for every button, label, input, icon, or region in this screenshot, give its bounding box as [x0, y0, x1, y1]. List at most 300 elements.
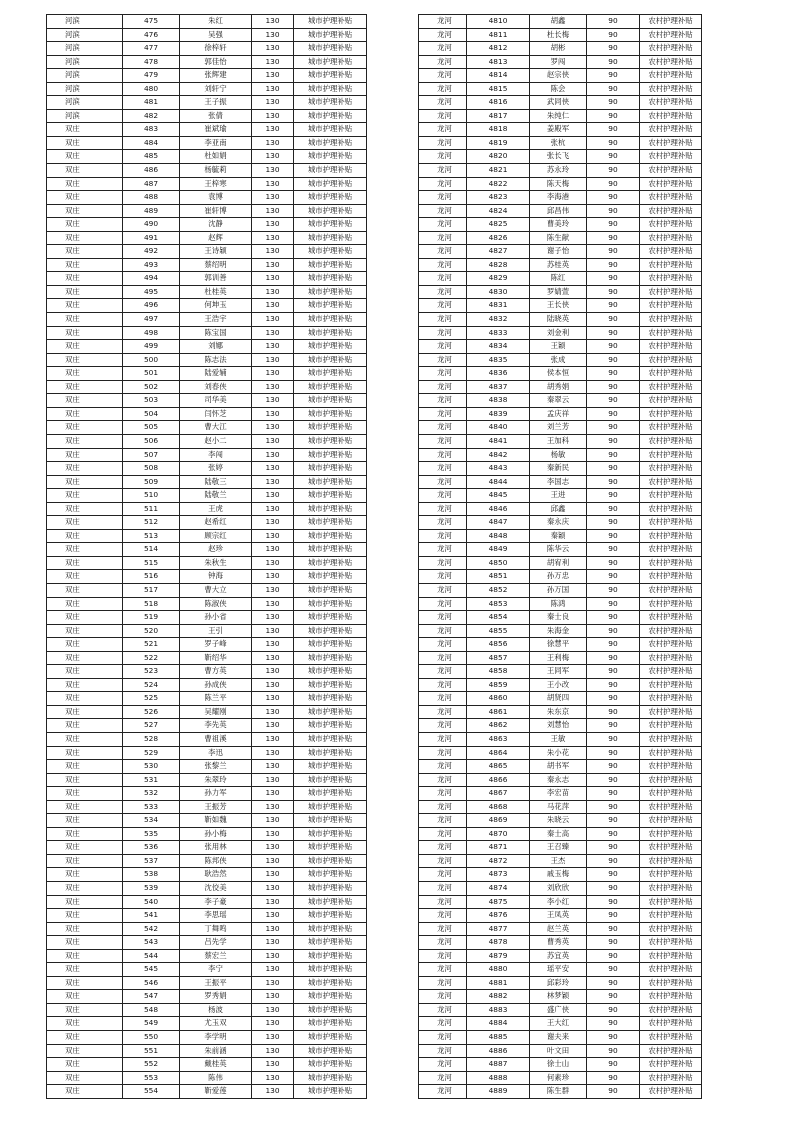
amount-cell: 90: [587, 1031, 640, 1045]
subsidy-type-cell: 城市护理补贴: [294, 1071, 367, 1085]
table-row: [47, 638, 367, 652]
name-cell: 陆爱辅: [180, 367, 252, 381]
serial-cell: 496: [123, 299, 180, 313]
serial-cell: 4811: [467, 28, 530, 42]
subsidy-type-cell: 城市护理补贴: [294, 109, 367, 123]
amount-cell: 130: [252, 692, 294, 706]
table-row: [47, 407, 367, 421]
amount-cell: 130: [252, 556, 294, 570]
amount-cell: 90: [587, 164, 640, 178]
amount-cell: 90: [587, 96, 640, 110]
subsidy-type-cell: 城市护理补贴: [294, 258, 367, 272]
name-cell: 杨波: [180, 1003, 252, 1017]
town-cell: 双庄: [47, 611, 123, 625]
name-cell: 陆敬兰: [180, 489, 252, 503]
amount-cell: 90: [587, 109, 640, 123]
serial-cell: 478: [123, 55, 180, 69]
amount-cell: 90: [587, 868, 640, 882]
amount-cell: 90: [587, 218, 640, 232]
town-cell: 龙河: [419, 407, 467, 421]
serial-cell: 502: [123, 380, 180, 394]
subsidy-type-cell: 城市护理补贴: [294, 990, 367, 1004]
name-cell: 袁博: [180, 191, 252, 205]
subsidy-type-cell: 城市护理补贴: [294, 1044, 367, 1058]
serial-cell: 4876: [467, 909, 530, 923]
amount-cell: 90: [587, 624, 640, 638]
amount-cell: 130: [252, 854, 294, 868]
name-cell: 孙成侠: [180, 678, 252, 692]
subsidy-type-cell: 城市护理补贴: [294, 421, 367, 435]
subsidy-type-cell: 农村护理补贴: [640, 922, 702, 936]
subsidy-type-cell: 城市护理补贴: [294, 936, 367, 950]
table-row: [47, 1003, 367, 1017]
table-row: [419, 705, 702, 719]
amount-cell: 130: [252, 82, 294, 96]
amount-cell: 130: [252, 651, 294, 665]
amount-cell: 90: [587, 272, 640, 286]
subsidy-type-cell: 城市护理补贴: [294, 760, 367, 774]
name-cell: 罗闯: [530, 55, 587, 69]
serial-cell: 4877: [467, 922, 530, 936]
town-cell: 龙河: [419, 814, 467, 828]
amount-cell: 130: [252, 719, 294, 733]
town-cell: 龙河: [419, 462, 467, 476]
table-row: [419, 394, 702, 408]
serial-cell: 4887: [467, 1058, 530, 1072]
subsidy-type-cell: 城市护理补贴: [294, 705, 367, 719]
town-cell: 龙河: [419, 651, 467, 665]
table-row: [419, 353, 702, 367]
amount-cell: 130: [252, 380, 294, 394]
name-cell: 侯本恒: [530, 367, 587, 381]
town-cell: 龙河: [419, 638, 467, 652]
town-cell: 双庄: [47, 692, 123, 706]
subsidy-type-cell: 城市护理补贴: [294, 678, 367, 692]
serial-cell: 553: [123, 1071, 180, 1085]
town-cell: 龙河: [419, 976, 467, 990]
serial-cell: 500: [123, 353, 180, 367]
amount-cell: 130: [252, 218, 294, 232]
subsidy-type-cell: 农村护理补贴: [640, 421, 702, 435]
name-cell: 孟庆祥: [530, 407, 587, 421]
amount-cell: 130: [252, 570, 294, 584]
table-row: [419, 109, 702, 123]
amount-cell: 130: [252, 773, 294, 787]
name-cell: 王诗颖: [180, 245, 252, 259]
amount-cell: 130: [252, 191, 294, 205]
serial-cell: 523: [123, 665, 180, 679]
serial-cell: 522: [123, 651, 180, 665]
table-row: [47, 976, 367, 990]
town-cell: 龙河: [419, 529, 467, 543]
name-cell: 瑶平安: [530, 963, 587, 977]
table-row: [419, 827, 702, 841]
name-cell: 沈佼美: [180, 882, 252, 896]
subsidy-type-cell: 农村护理补贴: [640, 516, 702, 530]
subsidy-type-cell: 农村护理补贴: [640, 570, 702, 584]
table-row: [419, 150, 702, 164]
amount-cell: 130: [252, 1071, 294, 1085]
subsidy-type-cell: 城市护理补贴: [294, 407, 367, 421]
town-cell: 双庄: [47, 638, 123, 652]
name-cell: 张辉建: [180, 69, 252, 83]
name-cell: 邱彩玲: [530, 976, 587, 990]
amount-cell: 90: [587, 516, 640, 530]
name-cell: 孙小省: [180, 611, 252, 625]
name-cell: 尤玉双: [180, 1017, 252, 1031]
table-row: [419, 760, 702, 774]
amount-cell: 90: [587, 529, 640, 543]
name-cell: 王虎: [180, 502, 252, 516]
name-cell: 王振平: [180, 976, 252, 990]
town-cell: 双庄: [47, 462, 123, 476]
table-row: [419, 665, 702, 679]
subsidy-type-cell: 城市护理补贴: [294, 502, 367, 516]
name-cell: 朱秋生: [180, 556, 252, 570]
table-row: [419, 936, 702, 950]
name-cell: 靳爱莲: [180, 1085, 252, 1099]
name-cell: 秦翠云: [530, 394, 587, 408]
serial-cell: 494: [123, 272, 180, 286]
subsidy-type-cell: 城市护理补贴: [294, 895, 367, 909]
table-row: [47, 922, 367, 936]
town-cell: 龙河: [419, 909, 467, 923]
serial-cell: 529: [123, 746, 180, 760]
amount-cell: 90: [587, 787, 640, 801]
subsidy-type-cell: 城市护理补贴: [294, 611, 367, 625]
serial-cell: 4832: [467, 313, 530, 327]
town-cell: 双庄: [47, 1017, 123, 1031]
subsidy-type-cell: 农村护理补贴: [640, 1003, 702, 1017]
amount-cell: 130: [252, 1044, 294, 1058]
town-cell: 龙河: [419, 868, 467, 882]
serial-cell: 528: [123, 732, 180, 746]
serial-cell: 539: [123, 882, 180, 896]
table-row: [47, 570, 367, 584]
subsidy-type-cell: 城市护理补贴: [294, 841, 367, 855]
table-row: [47, 882, 367, 896]
table-row: [47, 611, 367, 625]
subsidy-type-cell: 城市护理补贴: [294, 204, 367, 218]
subsidy-type-cell: 农村护理补贴: [640, 434, 702, 448]
name-cell: 罗秀娟: [180, 990, 252, 1004]
amount-cell: 130: [252, 1003, 294, 1017]
name-cell: 李宁: [180, 963, 252, 977]
serial-cell: 530: [123, 760, 180, 774]
amount-cell: 130: [252, 15, 294, 29]
subsidy-type-cell: 农村护理补贴: [640, 909, 702, 923]
town-cell: 双庄: [47, 1058, 123, 1072]
amount-cell: 90: [587, 651, 640, 665]
name-cell: 王浩宇: [180, 313, 252, 327]
name-cell: 刘娜: [180, 340, 252, 354]
table-row: [419, 638, 702, 652]
table-row: [419, 123, 702, 137]
subsidy-type-cell: 农村护理补贴: [640, 990, 702, 1004]
subsidy-type-cell: 农村护理补贴: [640, 1058, 702, 1072]
table-row: [419, 543, 702, 557]
subsidy-type-cell: 农村护理补贴: [640, 692, 702, 706]
town-cell: 龙河: [419, 597, 467, 611]
subsidy-type-cell: 城市护理补贴: [294, 28, 367, 42]
serial-cell: 4859: [467, 678, 530, 692]
subsidy-type-cell: 农村护理补贴: [640, 285, 702, 299]
amount-cell: 130: [252, 109, 294, 123]
serial-cell: 4884: [467, 1017, 530, 1031]
table-row: [47, 949, 367, 963]
table-row: [47, 326, 367, 340]
town-cell: 河滨: [47, 42, 123, 56]
town-cell: 龙河: [419, 949, 467, 963]
serial-cell: 536: [123, 841, 180, 855]
serial-cell: 481: [123, 96, 180, 110]
town-cell: 双庄: [47, 340, 123, 354]
subsidy-type-cell: 农村护理补贴: [640, 231, 702, 245]
town-cell: 龙河: [419, 109, 467, 123]
town-cell: 双庄: [47, 1031, 123, 1045]
subsidy-type-cell: 城市护理补贴: [294, 882, 367, 896]
subsidy-type-cell: 农村护理补贴: [640, 638, 702, 652]
name-cell: 张杭: [530, 136, 587, 150]
subsidy-type-cell: 农村护理补贴: [640, 651, 702, 665]
name-cell: 秦永庆: [530, 516, 587, 530]
amount-cell: 130: [252, 340, 294, 354]
amount-cell: 130: [252, 258, 294, 272]
amount-cell: 130: [252, 936, 294, 950]
town-cell: 龙河: [419, 475, 467, 489]
table-row: [419, 136, 702, 150]
amount-cell: 90: [587, 285, 640, 299]
amount-cell: 90: [587, 1085, 640, 1099]
name-cell: 赵辉: [180, 231, 252, 245]
serial-cell: 525: [123, 692, 180, 706]
name-cell: 崔轩博: [180, 204, 252, 218]
town-cell: 双庄: [47, 1085, 123, 1099]
name-cell: 陆敬三: [180, 475, 252, 489]
serial-cell: 527: [123, 719, 180, 733]
table-row: [47, 150, 367, 164]
subsidy-type-cell: 城市护理补贴: [294, 69, 367, 83]
name-cell: 秦新民: [530, 462, 587, 476]
name-cell: 朱东京: [530, 705, 587, 719]
name-cell: 陈鸿: [530, 597, 587, 611]
subsidy-type-cell: 城市护理补贴: [294, 82, 367, 96]
serial-cell: 4870: [467, 827, 530, 841]
serial-cell: 4835: [467, 353, 530, 367]
serial-cell: 526: [123, 705, 180, 719]
town-cell: 龙河: [419, 1085, 467, 1099]
subsidy-type-cell: 农村护理补贴: [640, 367, 702, 381]
table-row: [47, 1031, 367, 1045]
town-cell: 双庄: [47, 556, 123, 570]
serial-cell: 534: [123, 814, 180, 828]
serial-cell: 480: [123, 82, 180, 96]
amount-cell: 90: [587, 15, 640, 29]
subsidy-type-cell: 农村护理补贴: [640, 976, 702, 990]
subsidy-type-cell: 农村护理补贴: [640, 204, 702, 218]
serial-cell: 4863: [467, 732, 530, 746]
name-cell: 靳绍华: [180, 651, 252, 665]
subsidy-type-cell: 农村护理补贴: [640, 380, 702, 394]
town-cell: 龙河: [419, 963, 467, 977]
name-cell: 刘兰芳: [530, 421, 587, 435]
serial-cell: 4827: [467, 245, 530, 259]
table-row: [47, 462, 367, 476]
table-row: [47, 82, 367, 96]
table-row: [47, 719, 367, 733]
town-cell: 双庄: [47, 651, 123, 665]
name-cell: 钟海: [180, 570, 252, 584]
subsidy-type-cell: 城市护理补贴: [294, 218, 367, 232]
name-cell: 谢子怡: [530, 245, 587, 259]
serial-cell: 4823: [467, 191, 530, 205]
name-cell: 朱翠玲: [180, 773, 252, 787]
name-cell: 李海港: [530, 191, 587, 205]
name-cell: 曹方英: [180, 665, 252, 679]
serial-cell: 4880: [467, 963, 530, 977]
subsidy-type-cell: 城市护理补贴: [294, 123, 367, 137]
amount-cell: 90: [587, 28, 640, 42]
table-row: [47, 773, 367, 787]
table-row: [419, 421, 702, 435]
town-cell: 双庄: [47, 258, 123, 272]
name-cell: 戴桂英: [180, 1058, 252, 1072]
subsidy-type-cell: 农村护理补贴: [640, 529, 702, 543]
subsidy-type-cell: 城市护理补贴: [294, 462, 367, 476]
table-row: [419, 909, 702, 923]
amount-cell: 130: [252, 394, 294, 408]
serial-cell: 4850: [467, 556, 530, 570]
name-cell: 杨敏: [530, 448, 587, 462]
serial-cell: 533: [123, 800, 180, 814]
subsidy-type-cell: 城市护理补贴: [294, 814, 367, 828]
serial-cell: 4822: [467, 177, 530, 191]
amount-cell: 130: [252, 1031, 294, 1045]
serial-cell: 4816: [467, 96, 530, 110]
town-cell: 双庄: [47, 1071, 123, 1085]
serial-cell: 504: [123, 407, 180, 421]
table-row: [47, 746, 367, 760]
amount-cell: 130: [252, 678, 294, 692]
amount-cell: 90: [587, 177, 640, 191]
serial-cell: 538: [123, 868, 180, 882]
name-cell: 李先英: [180, 719, 252, 733]
town-cell: 双庄: [47, 313, 123, 327]
name-cell: 陈志法: [180, 353, 252, 367]
table-row: [47, 313, 367, 327]
table-row: [47, 69, 367, 83]
name-cell: 耿浩然: [180, 868, 252, 882]
town-cell: 双庄: [47, 380, 123, 394]
amount-cell: 130: [252, 462, 294, 476]
amount-cell: 130: [252, 285, 294, 299]
serial-cell: 501: [123, 367, 180, 381]
amount-cell: 130: [252, 407, 294, 421]
town-cell: 龙河: [419, 448, 467, 462]
table-row: [419, 651, 702, 665]
serial-cell: 4882: [467, 990, 530, 1004]
serial-cell: 517: [123, 583, 180, 597]
name-cell: 赵希红: [180, 516, 252, 530]
serial-cell: 4810: [467, 15, 530, 29]
amount-cell: 90: [587, 136, 640, 150]
table-row: [419, 895, 702, 909]
town-cell: 龙河: [419, 1058, 467, 1072]
amount-cell: 130: [252, 204, 294, 218]
name-cell: 李学明: [180, 1031, 252, 1045]
subsidy-type-cell: 城市护理补贴: [294, 96, 367, 110]
table-row: [47, 1085, 367, 1099]
subsidy-type-cell: 城市护理补贴: [294, 191, 367, 205]
table-row: [419, 231, 702, 245]
serial-cell: 4888: [467, 1071, 530, 1085]
serial-cell: 4883: [467, 1003, 530, 1017]
amount-cell: 90: [587, 854, 640, 868]
table-row: [47, 760, 367, 774]
table-row: [419, 204, 702, 218]
town-cell: 龙河: [419, 353, 467, 367]
serial-cell: 4854: [467, 611, 530, 625]
town-cell: 河滨: [47, 15, 123, 29]
table-row: [419, 489, 702, 503]
serial-cell: 4864: [467, 746, 530, 760]
name-cell: 刘欣欣: [530, 882, 587, 896]
table-row: [419, 55, 702, 69]
town-cell: 双庄: [47, 787, 123, 801]
subsidy-type-cell: 农村护理补贴: [640, 678, 702, 692]
amount-cell: 90: [587, 841, 640, 855]
serial-cell: 541: [123, 909, 180, 923]
table-row: [419, 367, 702, 381]
name-cell: 陈兰平: [180, 692, 252, 706]
town-cell: 龙河: [419, 191, 467, 205]
serial-cell: 4829: [467, 272, 530, 286]
name-cell: 秦士良: [530, 611, 587, 625]
name-cell: 靳如魏: [180, 814, 252, 828]
serial-cell: 4843: [467, 462, 530, 476]
subsidy-type-cell: 农村护理补贴: [640, 394, 702, 408]
town-cell: 河滨: [47, 96, 123, 110]
subsidy-type-cell: 城市护理补贴: [294, 651, 367, 665]
serial-cell: 503: [123, 394, 180, 408]
amount-cell: 130: [252, 164, 294, 178]
name-cell: 秦士高: [530, 827, 587, 841]
serial-cell: 4845: [467, 489, 530, 503]
name-cell: 戚玉梅: [530, 868, 587, 882]
serial-cell: 512: [123, 516, 180, 530]
serial-cell: 513: [123, 529, 180, 543]
table-row: [47, 448, 367, 462]
town-cell: 双庄: [47, 164, 123, 178]
amount-cell: 130: [252, 69, 294, 83]
serial-cell: 4861: [467, 705, 530, 719]
serial-cell: 4872: [467, 854, 530, 868]
town-cell: 河滨: [47, 69, 123, 83]
serial-cell: 4821: [467, 164, 530, 178]
amount-cell: 130: [252, 746, 294, 760]
name-cell: 李宏苗: [530, 787, 587, 801]
town-cell: 龙河: [419, 421, 467, 435]
table-row: [419, 258, 702, 272]
name-cell: 张长飞: [530, 150, 587, 164]
table-row: [47, 963, 367, 977]
amount-cell: 130: [252, 705, 294, 719]
amount-cell: 130: [252, 502, 294, 516]
subsidy-type-cell: 农村护理补贴: [640, 299, 702, 313]
amount-cell: 90: [587, 353, 640, 367]
name-cell: 叶文田: [530, 1044, 587, 1058]
name-cell: 杜如娟: [180, 150, 252, 164]
